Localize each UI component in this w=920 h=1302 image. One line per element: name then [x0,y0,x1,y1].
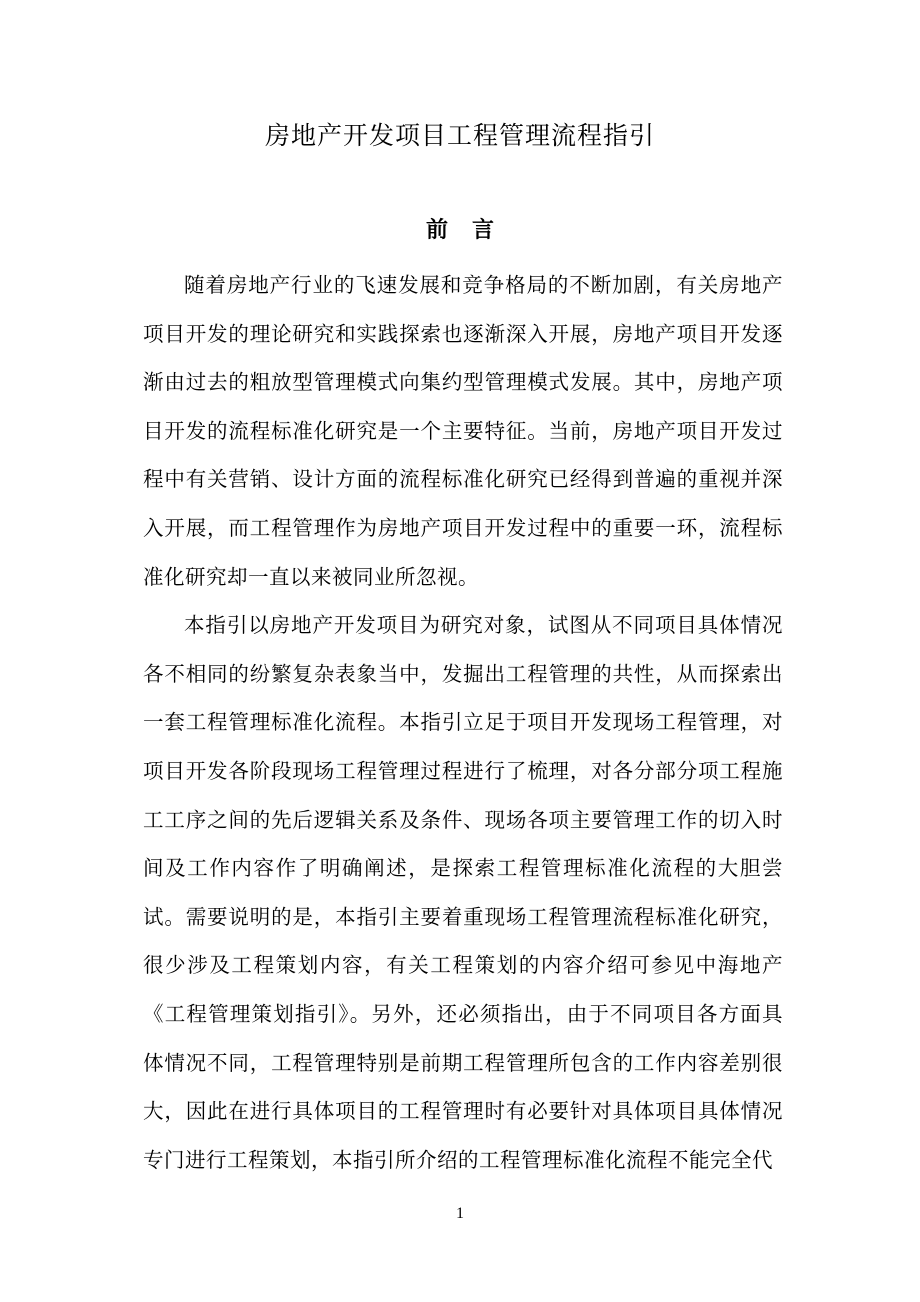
section-heading [0,213,920,249]
document-title: 房地产开发项目工程管理流程指引 [264,121,655,150]
page-number: 1 [456,1205,464,1222]
section-heading-char-1: 前 [425,218,448,243]
paragraph-1: 随着房地产行业的飞速发展和竞争格局的不断加剧，有关房地产项目开发的理论研究和实践探索也逐渐深入开展，房地产项目开发逐渐由过去的粗放型管理模式向集约型管理模式发展。其中，房地产项目开发的流程标准化研究是一个主要特征。当前，房地产项目开发过程中有关营销、设计方面的流程标准化研究已经得到普遍的重视并深入开展，而工程管理作为房地产项目开发过程中的重要一环，流程标准化研究却一直以来被同业所忽视。 [143,273,783,589]
section-heading-char-2: 言 [472,218,495,243]
paragraph-2: 本指引以房地产开发项目为研究对象，试图从不同项目具体情况各不相同的纷繁复杂表象当中，发掘出工程管理的共性，从而探索出一套工程管理标准化流程。本指引立足于项目开发现场工程管理，对项目开发各阶段现场工程管理过程进行了梳理，对各分部分项工程施工工序之间的先后逻辑关系及条件、现场各项主要管理工作的切入时间及工作内容作了明确阐述，是探索工程管理标准化流程的大胆尝试。需要说明的是，本指引主要着重现场工程管理流程标准化研究，很少涉及工程策划内容，有关工程策划的内容介绍可参见中海地产《工程管理策划指引》。另外，还必须指出，由于不同项目各方面具体情况不同，工程管理特别是前期工程管理所包含的工作内容差别很大，因此在进行具体项目的工程管理时有必要针对具体项目具体情况专门进行工程策划，本指引所介绍的工程管理标准化流程不能完全代 [143,613,783,1172]
body-text [143,261,783,1184]
